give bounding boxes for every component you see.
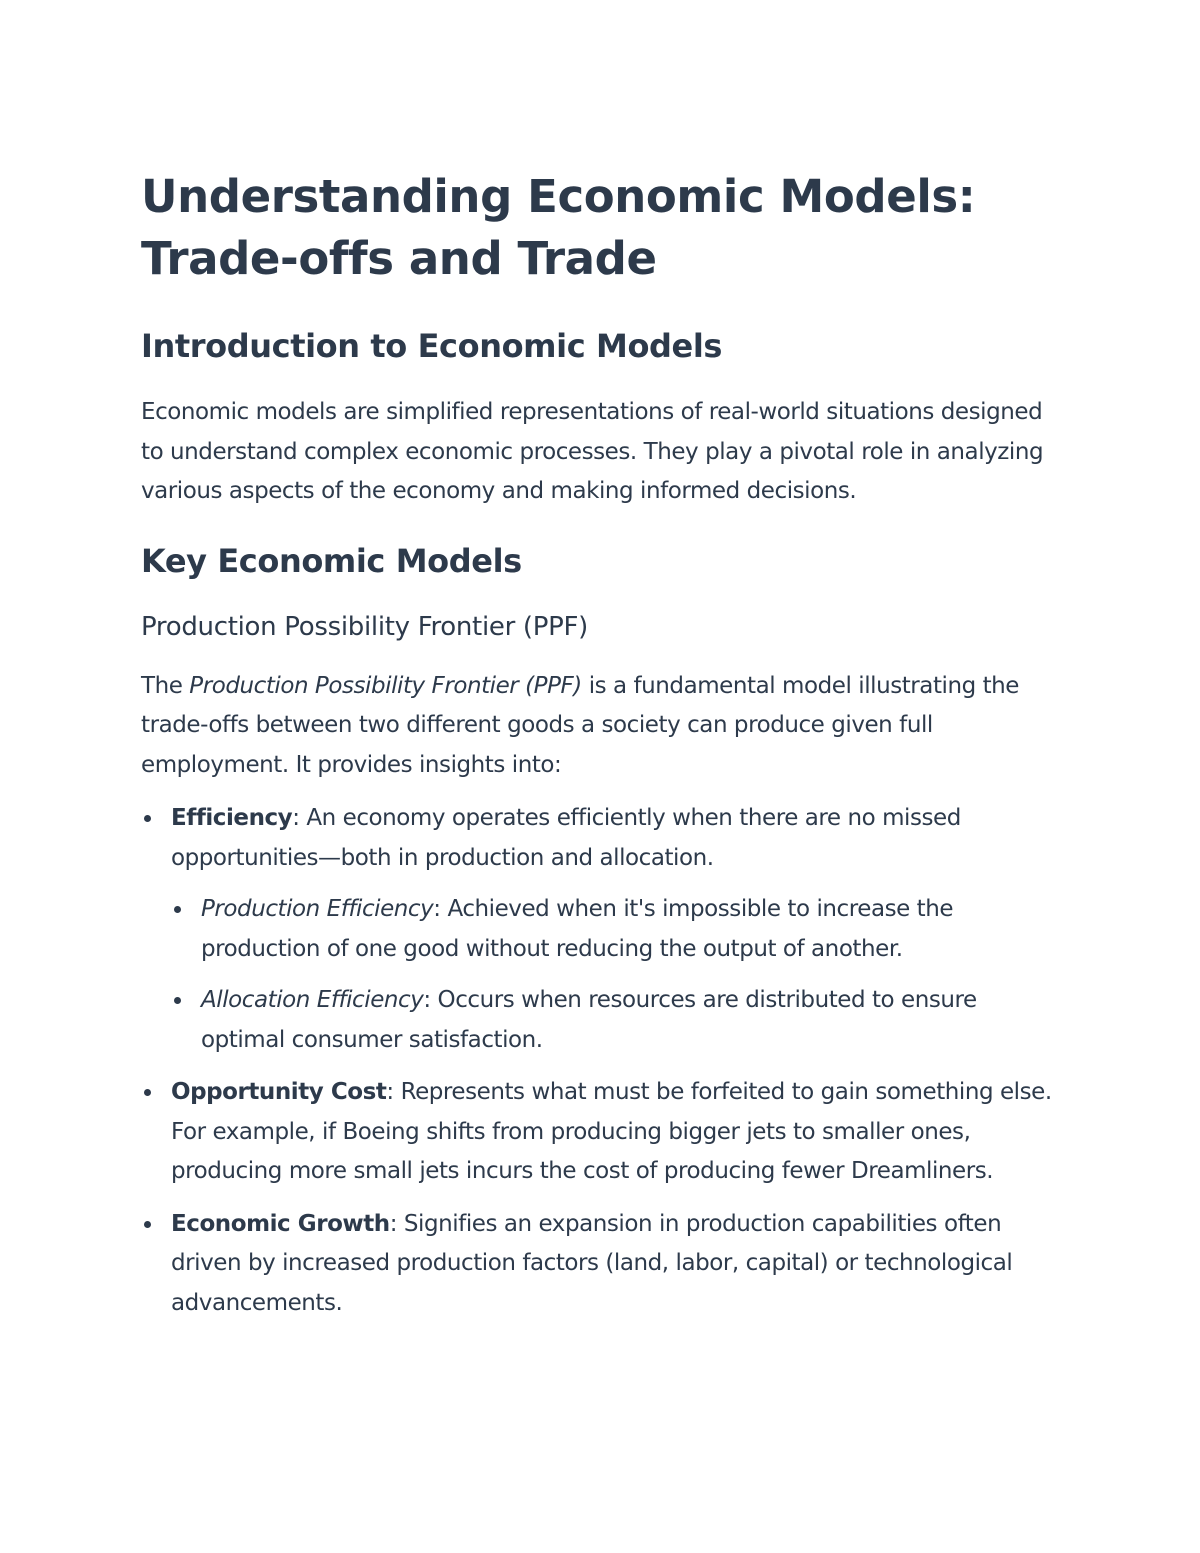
intro-paragraph: Economic models are simplified representations of real-world situations designed to understand complex economic processes. They play a pivotal role in analyzing various aspects of the economy and making informed decisions.	[141, 399, 1044, 504]
list-item-production-efficiency	[171, 890, 1061, 969]
list-item-text: : An economy operates efficiently when there are no missed opportunities—both in production and allocation.	[171, 805, 961, 871]
document-page	[141, 166, 1061, 1336]
ppf-paragraph-lead: The	[141, 672, 190, 699]
bullet-icon	[174, 997, 181, 1004]
list-item-text: : Occurs when resources are distributed to ensure optimal consumer satisfaction.	[201, 987, 977, 1053]
document-title: Understanding Economic Models: Trade-offs and Trade	[141, 170, 976, 285]
list-item-allocation-efficiency	[171, 981, 1061, 1060]
list-item-term: Opportunity Cost	[171, 1079, 387, 1105]
section-heading-introduction: Introduction to Economic Models	[141, 327, 723, 365]
list-item-term: Economic Growth	[171, 1210, 390, 1237]
list-item-term: Efficiency	[171, 805, 293, 831]
bullet-icon	[144, 1221, 151, 1228]
list-item-text: : Achieved when it's impossible to increase the production of one good without reducing the output of another.	[201, 896, 954, 962]
list-item-text: : Represents what must be forfeited to gain something else. For example, if Boeing shifts from producing bigger jets to smaller ones, producing more small jets incurs the cost of producing fewer Dreamliners.	[171, 1079, 1052, 1184]
ppf-paragraph-rest: is a fundamental model illustrating the trade-offs between two different goods a society can produce given full employment. It provides insights into:	[141, 672, 1019, 778]
bullet-icon	[174, 906, 181, 913]
list-item-text: : Signifies an expansion in production capabilities often driven by increased production factors (land, labor, capital) or technological advancements.	[171, 1210, 1013, 1316]
ppf-insights-list	[141, 799, 1061, 1323]
list-item-economic-growth	[141, 1205, 1061, 1324]
list-item-term: Allocation Efficiency	[201, 987, 424, 1013]
subsection-heading-ppf: Production Possibility Frontier (PPF)	[141, 611, 589, 642]
ppf-term: Production Possibility Frontier (PPF)	[189, 672, 582, 699]
ppf-paragraph	[141, 667, 1061, 786]
bullet-icon	[144, 1089, 151, 1096]
list-item-efficiency	[141, 799, 1061, 1060]
list-item-opportunity-cost	[141, 1073, 1061, 1192]
efficiency-sublist	[171, 890, 1061, 1060]
section-heading-key-models: Key Economic Models	[141, 541, 522, 580]
bullet-icon	[144, 815, 151, 822]
list-item-term: Production Efficiency	[201, 896, 434, 922]
